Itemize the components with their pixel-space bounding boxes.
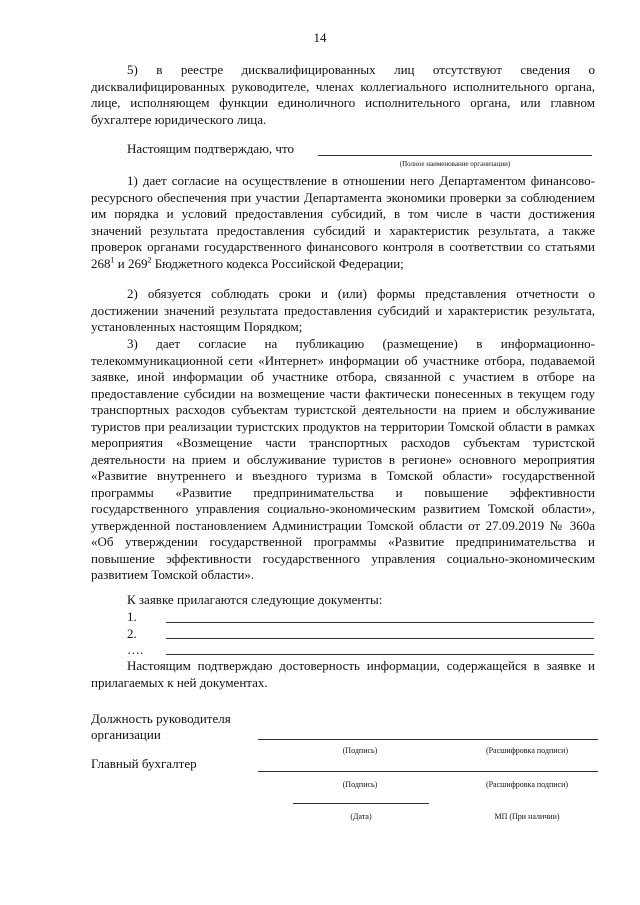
accountant-decoding-caption: (Расшифровка подписи) — [485, 780, 569, 789]
organization-name-line — [318, 155, 592, 156]
item-3-paragraph: 3) дает согласие на публикацию (размещение) в информационно-телекоммуникационной сети «Интернет» информации об участнике отбора, подаваемой заявке, иной информации об участнике отбора, связанной с участием в отборе на предоставление субсидии на возмещение части фактически понесенных в текущем году транспортных расходов субъектам туристской деятельности на прием и обслуживание туристов при реализации туристских продуктов на территории Томской области в рамках мероприятия «Возмещение части транспортных расходов субъектам туристской деятельности на прием и обслуживание туристов в регионе» основного мероприятия «Развитие внутреннего и въездного туризма в Томской области» государственной программы «Развитие предпринимательства и повышение эффективности государственного управления социально-экономическим развитием Томской области», утвержденной постановлением Администрации Томской области от 27.09.2019 № 360а «Об утверждении государственной программы «Развитие предпринимательства и повышение эффективности государственного управления социально-экономическим развитием Томской области». — [91, 336, 595, 582]
attachment-item-3: …. — [127, 642, 144, 657]
date-caption: (Дата) — [350, 812, 372, 821]
director-signature-line — [258, 739, 598, 740]
attachment-item-2: 2. — [127, 626, 137, 641]
accountant-signature-caption: (Подпись) — [342, 780, 378, 789]
page-number: 14 — [313, 30, 327, 45]
date-line — [293, 803, 429, 804]
attachment-line-2 — [166, 638, 594, 639]
stamp-caption: МП (При наличии) — [494, 812, 560, 821]
item-1-text-a: 1) дает согласие на осуществление в отношении него Департаментом финансово-ресурсного обеспечения при участии Департамента экономики проверки за соблюдением им порядка и условий предоставления субсидий, в том числе в части достижения значений результата предоставления субсидий и характеристик результата, а также проверок органами государственного финансового контроля в соответствии со статьями 268 — [91, 173, 595, 271]
confirm-lead: Настоящим подтверждаю, что — [127, 141, 294, 156]
item-1-sup-2: 2 — [147, 255, 152, 265]
item-1-paragraph — [91, 173, 595, 272]
item-1-text-b: и 269 — [114, 255, 148, 271]
director-signature-caption: (Подпись) — [342, 746, 378, 755]
director-label-2: организации — [91, 727, 161, 742]
accountant-label: Главный бухгалтер — [91, 756, 197, 771]
item-5-paragraph: 5) в реестре дисквалифицированных лиц отсутствуют сведения о дисквалифицированных руководителе, членах коллегиального исполнительного органа, лице, исполняющем функции единоличного исполнительного органа, или главном бухгалтере юридического лица. — [91, 62, 595, 127]
director-label: Должность руководителя — [91, 711, 231, 726]
item-1-sup-1: 1 — [110, 255, 115, 265]
attachments-title: К заявке прилагаются следующие документы: — [127, 592, 383, 607]
item-1-text-c: Бюджетного кодекса Российской Федерации; — [151, 255, 404, 271]
attachment-item-1: 1. — [127, 609, 137, 624]
attachment-line-3 — [166, 654, 594, 655]
confirm-accuracy-paragraph: Настоящим подтверждаю достоверность информации, содержащейся в заявке и прилагаемых к ней документах. — [91, 658, 595, 690]
organization-caption: (Полное наименование организации) — [399, 160, 511, 168]
attachment-line-1 — [166, 622, 594, 623]
director-decoding-caption: (Расшифровка подписи) — [485, 746, 569, 755]
item-2-paragraph: 2) обязуется соблюдать сроки и (или) формы представления отчетности о достижении значений результата предоставления субсидий и характеристик результата, установленных настоящим Порядком; — [91, 286, 595, 334]
accountant-signature-line — [258, 771, 598, 772]
